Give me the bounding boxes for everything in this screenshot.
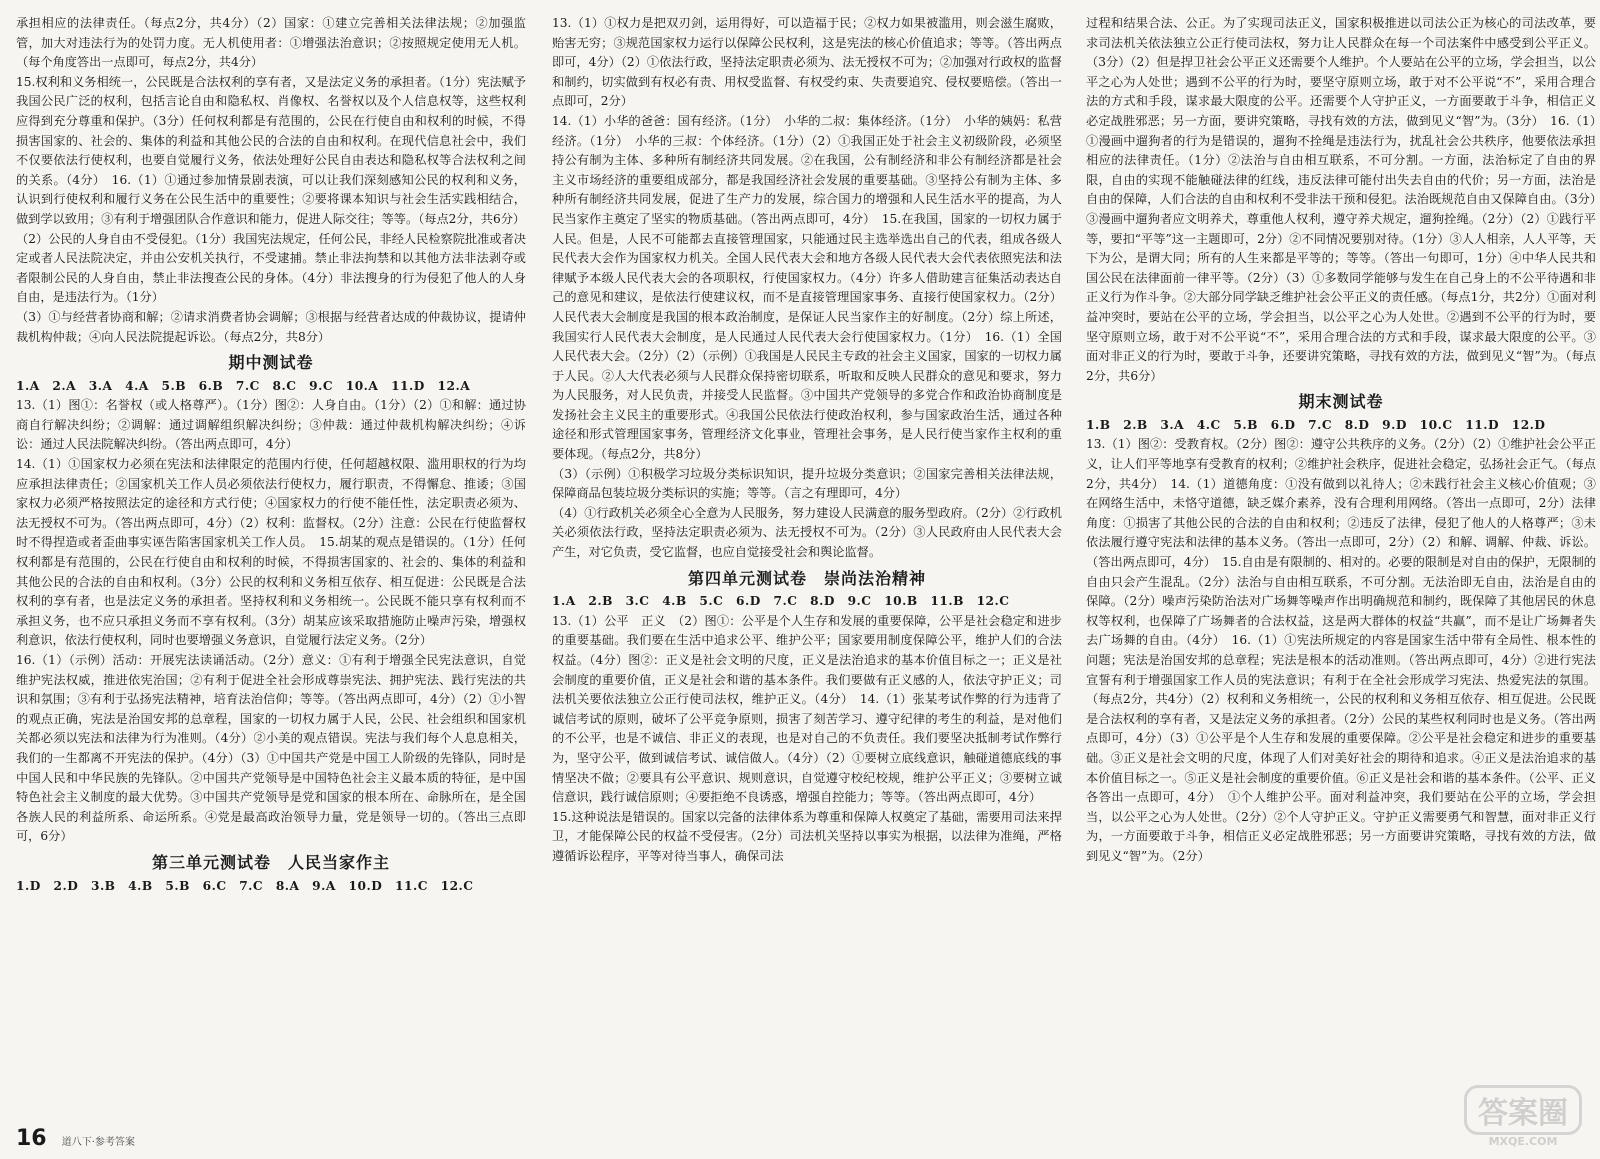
answer-paragraph: （3）①与经营者协商和解；②请求消费者协会调解；③根据与经营者达成的仲裁协议，提请仲裁机构仲裁；④向人民法院提起诉讼。（每点2分，共8分） bbox=[16, 309, 526, 344]
page-number: 16 bbox=[16, 1126, 47, 1151]
watermark-logo bbox=[1464, 1085, 1582, 1148]
section-heading: 第四单元测试卷 崇尚法治精神 bbox=[687, 568, 926, 588]
answer-paragraph: 16.（1）（示例）活动：开展宪法读诵活动。（2分）意义：①有利于增强全民宪法意识，自觉维护宪法权威，推进依宪治国；②有利于促进全社会形成尊崇宪法、拥护宪法、践行宪法的共识和氛围；③有利于弘扬宪法精神，培育法治信仰；等等。（答出两点即可，4分）（2）①小智的观点正确，宪法是治国安邦的总章程，国家的一切权力属于人民，公民、社会组织和国家机关都必须以宪法和法律为行为准则。（4分）②小美的观点错误。宪法与我们每个人息息相关，我们的一生都离不开宪法的保护。（4分）（3）①中国共产党是中国工人阶级的先锋队，同时是中国人民和中华民族的先锋队。②中国共产党领导是中国特色社会主义最本质的特征，是中国特色社会主义制度的最大优势。③中国共产党领导是党和国家的根本所在、命脉所在，是全国各族人民的利益所系、命运所系。④党是最高政治领导力量，党是领导一切的。（答出三点即可，6分） bbox=[16, 653, 526, 844]
answer-paragraph: 15.这种说法是错误的。国家以完备的法律体系为尊重和保障人权奠定了基础，需要用司法来捍卫，才能保障公民的权益不受侵害。（2分）司法机关坚持以事实为根据，以法律为准绳，严格遵循诉讼程序，平等对待当事人，确保司法 bbox=[552, 809, 1062, 863]
footer-tag: 道八下·参考答案 bbox=[61, 1137, 135, 1148]
answer-paragraph: （3）（示例）①积极学习垃圾分类标识知识，提升垃圾分类意识；②国家完善相关法律法规，保障商品包装垃圾分类标识的实施；等等。（言之有理即可，4分） bbox=[552, 466, 1062, 501]
multiple-choice-answers: 1.A 2.A 3.A 4.A 5.B 6.B 7.C 8.C 9.C 10.A 11.D 12.A bbox=[16, 378, 471, 393]
column-middle bbox=[552, 14, 1062, 867]
answer-paragraph: （4）①行政机关必须全心全意为人民服务，努力建设人民满意的服务型政府。（2分）②行政机关必须依法行政，坚持法定职责必须为、法无授权不可为。（2分）③人民政府由人民代表大会产生，对它负责，受它监督，也应自觉接受社会和舆论监督。 bbox=[552, 505, 1062, 560]
answer-paragraph: 15.权利和义务相统一，公民既是合法权利的享有者，又是法定义务的承担者。（1分）宪法赋予我国公民广泛的权利，包括言论自由和隐私权、肖像权、名誉权以及个人信息权等，这些权利应得到充分尊重和保护。（3分）任何权利都是有范围的，公民在行使自由和权利的时候，不得损害国家的、社会的、集体的利益和其他公民的合法的自由和权利。在现代信息社会中，我们不仅要依法行使权利，也要自觉履行义务，依法处理好公民自由表达和隐私权等合法权利之间的关系。（4分） 16.（1）①通过参加情景剧表演，可以让我们深刻感知公民的权利和义务，认识到行使权利和履行义务在公民生活中的重要性；②要将课本知识与社会生活实践相结合，做到学以致用；③有利于增强团队合作意识和能力，促进人际交往；等等。（每点2分，共6分） bbox=[16, 74, 526, 226]
page-footer bbox=[16, 1126, 135, 1151]
multiple-choice-answers: 1.A 2.B 3.C 4.B 5.C 6.D 7.C 8.D 9.C 10.B 11.B 12.C bbox=[552, 594, 1010, 609]
watermark-url: MXQE.COM bbox=[1488, 1135, 1558, 1148]
answer-paragraph: 13.（1）图①：名誉权（或人格尊严）。（1分）图②：人身自由。（1分）（2）①和解：通过协商自行解决纠纷；②调解：通过调解组织解决纠纷；③仲裁：通过仲裁机构解决纠纷；④诉讼：通过人民法院解决纠纷。（答出两点即可，4分） bbox=[16, 398, 526, 452]
answer-paragraph: （2）公民的人身自由不受侵犯。（1分）我国宪法规定，任何公民，非经人民检察院批准或者决定或者人民法院决定，并由公安机关执行，不受逮捕。禁止非法拘禁和以其他方法非法剥夺或者限制公民的人身自由，禁止非法搜查公民的身体。（4分）非法搜身的行为侵犯了他人的人身自由，是违法行为。（1分） bbox=[16, 231, 526, 305]
section-heading: 第三单元测试卷 人民当家作主 bbox=[151, 852, 390, 872]
answer-paragraph: 13.（1）公平 正义 （2）图①：公平是个人生存和发展的重要保障，公平是社会稳定和进步的重要基础。我们要在生活中追求公平、维护公平；国家要用制度保障公平，维护人们的合法权益。（4分）图②：正义是社会文明的尺度，正义是法治追求的基本价值目标之一；正义是社会制度的重要价值，正义是社会和谐的基本条件。我们要做有正义感的人，依法守护正义；司法机关要依法独立公正行使司法权，维护正义。（4分） 14.（1）张某考试作弊的行为违背了诚信考试的原则，破坏了公平竞争原则，损害了刻苦学习、遵守纪律的考生的利益，是对他们的不公平，也是不诚信、非正义的表现，也是对自己的不负责任。我们要坚决抵制考试作弊行为，坚守公平，做到诚信考试、诚信做人。（4分）（2）①要树立底线意识，触碰道德底线的事情坚决不做；②要具有公平意识、规则意识，自觉遵守校纪校规，维护公平正义；③要树立诚信意识，践行诚信原则；④要拒绝不良诱惑，增强自控能力；等等。（答出两点即可，4分） bbox=[552, 613, 1062, 805]
multiple-choice-answers: 1.D 2.D 3.B 4.B 5.B 6.C 7.C 8.A 9.A 10.D 11.C 12.C bbox=[16, 878, 474, 893]
section-heading: 期中测试卷 bbox=[228, 353, 314, 373]
watermark-text: 答案圈 bbox=[1464, 1085, 1582, 1135]
column-right bbox=[1086, 14, 1596, 867]
multiple-choice-answers: 1.B 2.B 3.A 4.C 5.B 6.D 7.C 8.D 9.D 10.C 11.D 12.D bbox=[1086, 417, 1546, 432]
section-heading: 期末测试卷 bbox=[1298, 392, 1384, 412]
answer-paragraph: 过程和结果合法、公正。为了实现司法正义，国家积极推进以司法公正为核心的司法改革，要求司法机关依法独立公正行使司法权，努力让人民群众在每一个司法案件中感受到公平正义。（3分）（2）但是捍卫社会公平正义还需要个人维护。个人要站在公平的立场，学会担当，以公平之心为人处世；遇到不公平的行为时，要坚守原则立场，敢于对不公平说“不”，采用合理合法的方式和手段，谋求最大限度的公平。还需要个人守护正义，一方面要敢于斗争，相信正义必定战胜邪恶；另一方面，要讲究策略，寻找有效的方法，做到见义“智”为。（3分） 16.（1）①漫画中遛狗者的行为是错误的，遛狗不拴绳是违法行为，扰乱社会公共秩序，他要依法承担相应的法律责任。（1分）②法治与自由相互联系，不可分割。一方面，法治标定了自由的界限，自由的实现不能触碰法律的红线，违反法律可能付出失去自由的代价；另一方面，法治是自由的保障，人们合法的自由和权利不受非法干预和侵犯。法治既规范自由又保障自由。（3分）③漫画中遛狗者应文明养犬，尊重他人权利，遵守养犬规定，遛狗拴绳。（2分）（2）①践行平等，要扣“平等”这一主题即可，2分）②不同情况要别对待。（1分）③人人相亲，人人平等，天下为公，是谓大同；所有的人生来都是平等的；等等。（答出一句即可，1分）④中华人民共和国公民在法律面前一律平等。（2分）（3）①多数同学能够与发生在自己身上的不公平待遇和非正义行为作斗争。②大部分同学缺乏维护社会公平正义的责任感。（每点1分，共2分）①面对利益冲突时，要站在公平的立场，学会担当，以公平之心为人处世。②遇到不公平的行为时，要坚守原则立场，敢于对不公平说“不”，采用合理合法的方式和手段，谋求最大限度的公平。③面对非正义的行为时，要敢于斗争，还要讲究策略，寻找有效的方法，做到见义“智”为。（每点2分，共6分） bbox=[1086, 16, 1596, 383]
answer-paragraph: 14.（1）小华的爸爸：国有经济。（1分） 小华的二叔：集体经济。（1分） 小华的姨妈：私营经济。（1分） 小华的三叔：个体经济。（1分）（2）①我国正处于社会主义初级阶段，必须坚持公有制为主体、多种所有制经济共同发展。②在我国，公有制经济和非公有制经济都是社会主义市场经济的重要组成部分，都是我国经济社会发展的重要基础。③坚持公有制为主体、多种所有制经济共同发展，促进了生产力的发展，综合国力的增强和人民生活水平的提高，为人民当家作主奠定了坚实的物质基础。（答出两点即可，4分） 15.在我国，国家的一切权力属于人民。但是，人民不可能都去直接管理国家，只能通过民主选举选出自己的代表，组成各级人民代表大会作为国家权力机关。全国人民代表大会和地方各级人民代表大会代表依照宪法和法律赋予本级人民代表大会的各项职权，行使国家权力。（4分）许多人借助建言征集活动表达自己的意见和建议，是依法行使建议权，而不是直接管理国家事务、直接行使国家权力。（2分）人民代表大会制度是我国的根本政治制度，是保证人民当家作主的好制度。（2分）综上所述，我国实行人民代表大会制度，是人民通过人民代表大会行使国家权力。（1分） 16.（1）全国人民代表大会。（2分）（2）（示例）①我国是人民民主专政的社会主义国家，国家的一切权力属于人民。②人大代表必须与人民群众保持密切联系，听取和反映人民群众的意见和要求，努力为人民服务，对人民负责，并接受人民监督。③中国共产党领导的多党合作和政治协商制度是发扬社会主义民主的重要形式。④我国公民依法行使政治权利，参与国家政治生活，通过各种途径和形式管理国家事务，管理经济文化事业，管理社会事务，是人民行使当家作主权利的重要体现。（每点2分，共8分） bbox=[552, 113, 1062, 462]
column-left bbox=[16, 14, 526, 896]
answer-paragraph: 13.（1）①权力是把双刃剑，运用得好，可以造福于民；②权力如果被滥用，则会滋生腐败，贻害无穷；③规范国家权力运行以保障公民权利，这是宪法的核心价值追求；等等。（答出两点即可，4分）（2）①依法行政，坚持法定职责必须为、法无授权不可为；②加强对行政权的监督和制约，切实做到有权必有责、用权受监督、有权受约束、失责要追究、侵权要赔偿。（答出一点即可，2分） bbox=[552, 16, 1062, 109]
answer-paragraph: 13.（1）图②：受教育权。（2分）图②：遵守公共秩序的义务。（2分）（2）①维护社会公平正义，让人们平等地享有受教育的权利；②维护社会秩序，促进社会稳定，弘扬社会正气。（每点2分，共4分） 14.（1）道德角度：①没有做到以礼待人；②未践行社会主义核心价值观；③在网络生活中，未恪守道德，缺乏媒介素养，没有合理利用网络。（答出一点即可，2分）法律角度：①损害了其他公民的合法的自由和权利；②违反了法律，侵犯了他人的人格尊严；③未依法履行遵守宪法和法律的基本义务。（答出一点即可，2分）（2）和解、调解、仲裁、诉讼。（答出两点即可，4分） 15.自由是有限制的、相对的。必要的限制是对自由的保护，无限制的自由只会产生混乱。（2分）法治与自由相互联系，不可分割。无法治即无自由，法治是自由的保障。（2分）噪声污染防治法对广场舞等噪声作出明确规范和制约，既保障了其他居民的休息权等权利，也保障了广场舞者的合法权益，这是两大群体的权益“共赢”，而不是让广场舞者失去广场舞的自由。（4分） 16.（1）①宪法所规定的内容是国家生活中带有全局性、根本性的问题；宪法是治国安邦的总章程；宪法是根本的活动准则。（答出两点即可，4分）②进行宪法宣誓有利于增强国家工作人员的宪法意识；有利于在全社会形成学习宪法、热爱宪法的氛围。（每点2分，共4分）（2）权利和义务相统一，公民的权利和义务相互依存、相互促进。公民既是合法权利的享有者，又是法定义务的承担者。（2分）公民的某些权利同时也是义务。（答出两点即可，4分）（3）①公平是个人生存和发展的重要保障。②公平是社会稳定和进步的重要基础。③正义是社会文明的尺度，体现了人们对美好社会的期待和追求。④正义是法治追求的基本价值目标之一。⑤正义是社会制度的重要价值。⑥正义是社会和谐的基本条件。（公平、正义各答出一点即可，4分） ①个人维护公平。面对利益冲突，我们要站在公平的立场，学会担当，以公平之心为人处世。（2分）②个人守护正义。守护正义需要勇气和智慧，面对非正义行为，一方面要敢于斗争，相信正义必定战胜邪恶；另一方面要讲究策略，寻找有效的方法，做到见义“智”为。（2分） bbox=[1086, 437, 1596, 863]
answer-paragraph: 14.（1）①国家权力必须在宪法和法律限定的范围内行使，任何超越权限、滥用职权的行为均应承担法律责任；②国家机关工作人员必须依法行使权力，履行职责，不得懈怠、推诿；③国家权力必须严格按照法定的途径和方式行使；④国家权力的行使不能任性，法定职责必须为、法无授权不可为。（答出两点即可，4分）（2）权利：监督权。（2分）注意：公民在行使监督权时不得捏造或者歪曲事实诬告陷害国家机关工作人员。 15.胡某的观点是错误的。（1分）任何权利都是有范围的，公民在行使自由和权利的时候，不得损害国家的、社会的、集体的利益和其他公民的合法的自由和权利。（3分）公民的权利和义务相互依存、相互促进：公民既是合法权利的享有者，也是法定义务的承担者。坚持权利和义务相统一。公民既不能只享有权利而不承担义务，也不应只承担义务而不享有权利。（3分）胡某应该采取措施防止噪声污染，增强权利意识，依法行使权利，同时也要增强义务意识，自觉履行法定义务。（2分） bbox=[16, 457, 526, 648]
answer-paragraph: 承担相应的法律责任。（每点2分，共4分）（2）国家：①建立完善相关法律法规；②加强监管，加大对违法行为的处罚力度。无人机使用者：①增强法治意识；②按照规定使用无人机。（每个角度答出一点即可，每点2分，共4分） bbox=[16, 16, 526, 70]
